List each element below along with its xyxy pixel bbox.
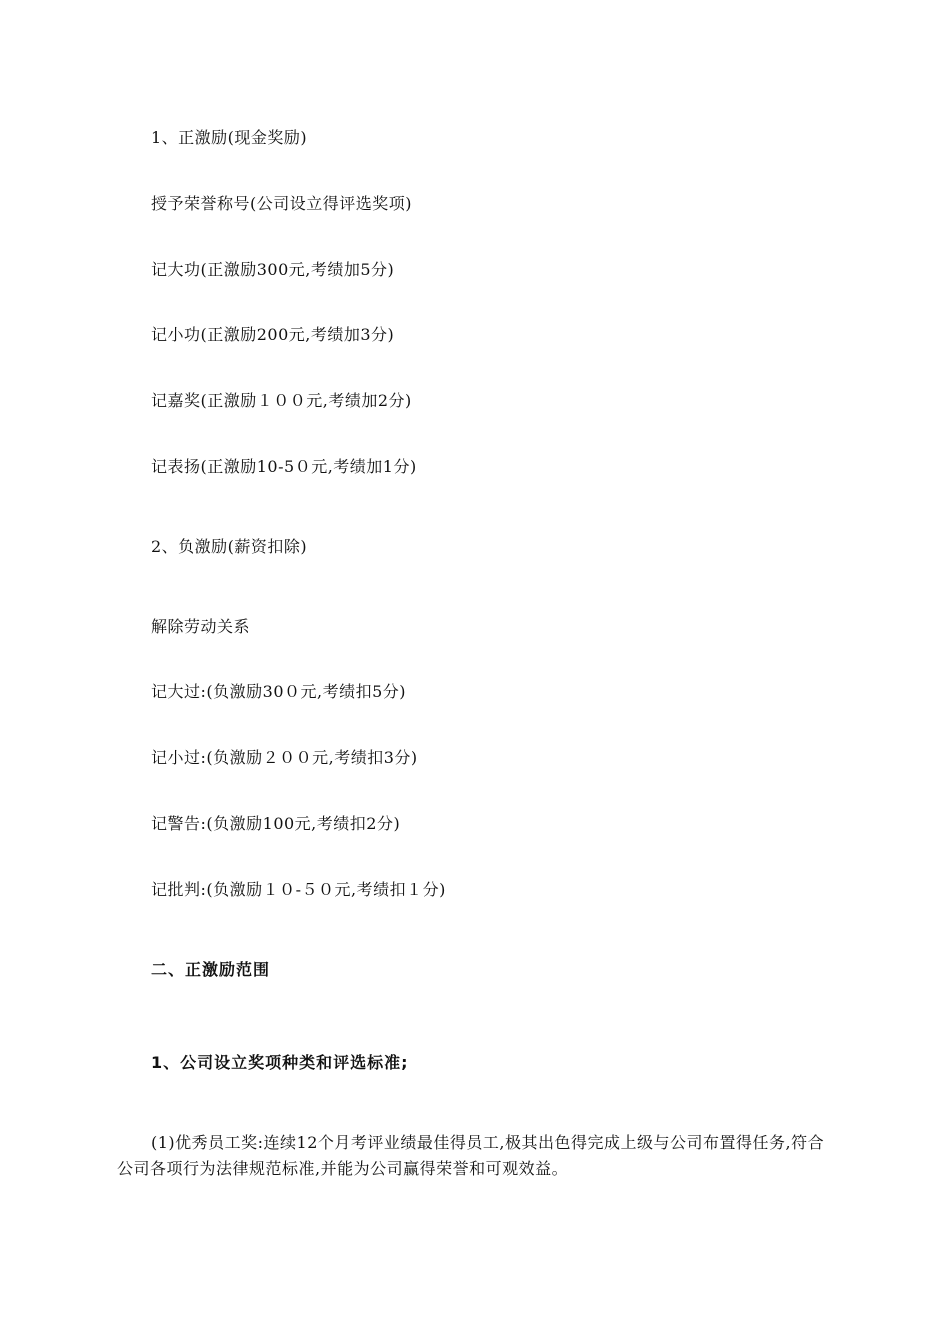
item-negative-incentive-title: 2、负激励(薪资扣除) — [151, 537, 308, 556]
subsection-heading: 1、公司设立奖项种类和评选标准; — [151, 1053, 409, 1072]
item-praise: 记表扬(正激励10-5０元,考绩加1分) — [151, 457, 417, 476]
item-commendation-award: 记嘉奖(正激励１００元,考绩加2分) — [151, 391, 412, 410]
item-major-merit: 记大功(正激励300元,考绩加5分) — [151, 260, 395, 279]
item-minor-merit: 记小功(正激励200元,考绩加3分) — [151, 325, 395, 344]
award-paragraph: (1)优秀员工奖:连续12个月考评业绩最佳得员工,极其出色得完成上级与公司布置得任务,符合公司各项行为法律规范标准,并能为公司赢得荣誉和可观效益。 — [117, 1133, 825, 1178]
item-criticism: 记批判:(负激励１０-５０元,考绩扣１分) — [151, 880, 446, 899]
item-major-demerit: 记大过:(负激励30０元,考绩扣5分) — [151, 682, 407, 701]
item-honor-title: 授予荣誉称号(公司设立得评选奖项) — [151, 194, 412, 213]
item-warning: 记警告:(负激励100元,考绩扣2分) — [151, 814, 401, 833]
item-positive-incentive-title: 1、正激励(现金奖励) — [151, 128, 308, 147]
item-minor-demerit: 记小过:(负激励２００元,考绩扣3分) — [151, 748, 418, 767]
section-heading: 二、正激励范围 — [151, 960, 271, 979]
item-termination: 解除劳动关系 — [151, 617, 251, 636]
